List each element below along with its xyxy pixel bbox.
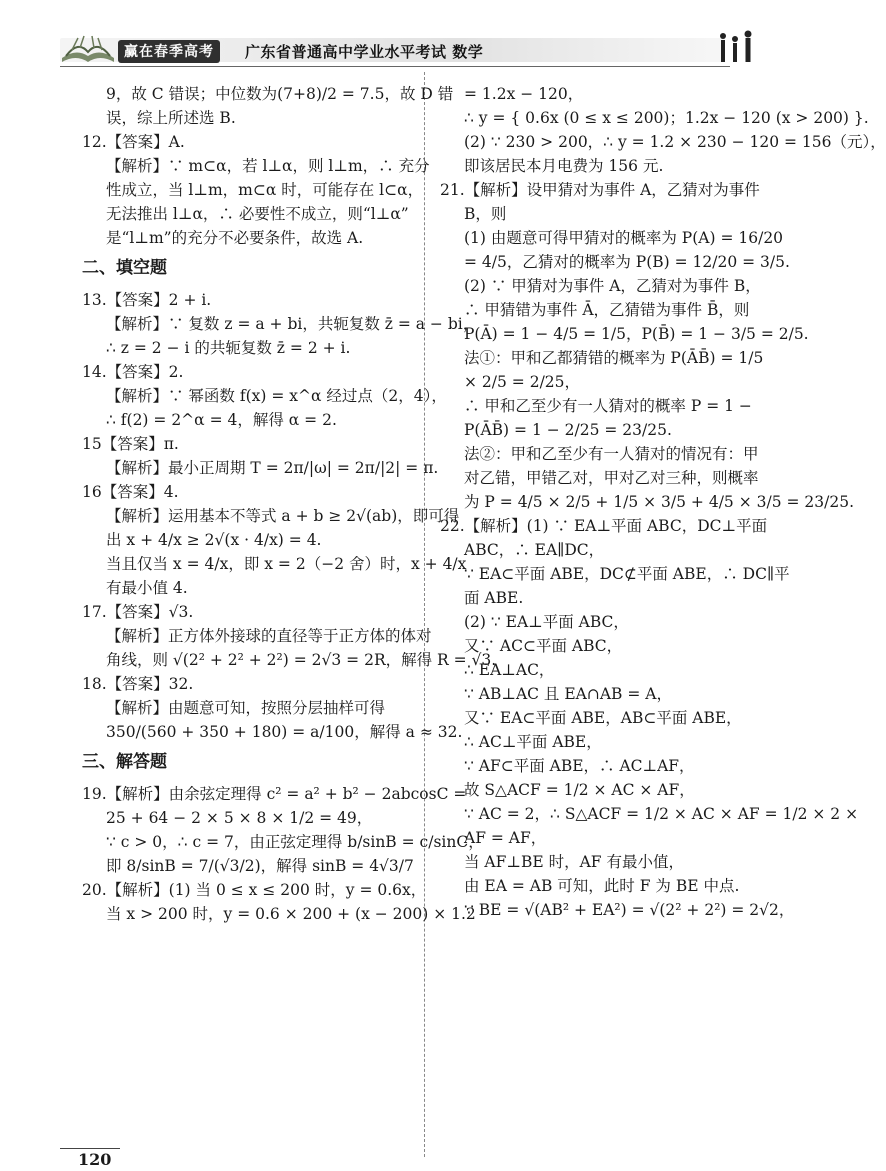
text-line: 当 x > 200 时，y = 0.6 × 200 + (x − 200) × 1.2 xyxy=(106,905,476,923)
text-line: 9，故 C 错误；中位数为(7+8)/2 = 7.5，故 D 错 xyxy=(106,85,454,103)
text-line: AF = AF， xyxy=(464,829,547,847)
answer-line: 16【答案】4. xyxy=(82,483,179,501)
text-line: 面 ABE. xyxy=(464,589,524,607)
text-line: ∴ EA⊥AC， xyxy=(464,661,555,679)
text-line: 误，综上所述选 B. xyxy=(106,109,236,127)
text-line: 当 AF⊥BE 时，AF 有最小值， xyxy=(464,853,684,871)
section-heading: 二、填空题 xyxy=(82,258,167,278)
header-title: 广东省普通高中学业水平考试 数学 xyxy=(245,43,484,61)
text-line: ABC，∴ EA∥DC， xyxy=(464,541,605,559)
page-header xyxy=(0,0,800,72)
answer-line: 14.【答案】2. xyxy=(82,363,184,381)
answer-line: 19.【解析】由余弦定理得 c² = a² + b² − 2abcosC = xyxy=(82,785,467,803)
answer-line: 12.【答案】A. xyxy=(82,133,185,151)
section-heading: 三、解答题 xyxy=(82,752,167,772)
text-line: ∵ AF⊂平面 ABE，∴ AC⊥AF， xyxy=(464,757,695,775)
text-line: 为 P = 4/5 × 2/5 + 1/5 × 3/5 + 4/5 × 3/5 = 23/25. xyxy=(464,493,855,511)
text-line: 350/(560 + 350 + 180) = a/100，解得 a ≈ 32. xyxy=(106,723,463,741)
footer-rule xyxy=(60,1148,120,1149)
text-line: 【解析】∵ 复数 z = a + bi，共轭复数 z̄ = a − bi， xyxy=(106,315,479,333)
answer-line: 17.【答案】√3. xyxy=(82,603,194,621)
text-line: 【解析】由题意可知，按照分层抽样可得 xyxy=(106,699,386,717)
text-line: 法①：甲和乙都猜错的概率为 P(ĀB̄) = 1/5 xyxy=(464,349,764,367)
text-line: 即该居民本月电费为 156 元. xyxy=(464,157,664,175)
text-line: 【解析】运用基本不等式 a + b ≥ 2√(ab)，即可得 xyxy=(106,507,460,525)
text-line: 【解析】∵ 幂函数 f(x) = x^α 经过点（2，4）， xyxy=(106,387,447,405)
text-line: ∴ f(2) = 2^α = 4，解得 α = 2. xyxy=(106,411,337,429)
text-line: 是“l⊥m”的充分不必要条件，故选 A. xyxy=(106,229,364,247)
text-line: 即 8/sinB = 7/(√3/2)，解得 sinB = 4√3/7 xyxy=(106,857,414,875)
text-line: ∵ EA⊂平面 ABE，DC⊄平面 ABE，∴ DC∥平 xyxy=(464,565,790,583)
text-line: 有最小值 4. xyxy=(106,579,188,597)
text-line: (2) ∵ 甲猜对为事件 A，乙猜对为事件 B， xyxy=(464,277,761,295)
column-divider xyxy=(424,72,425,1157)
text-line: 【解析】正方体外接球的直径等于正方体的体对 xyxy=(106,627,432,645)
text-line: P(Ā) = 1 − 4/5 = 1/5，P(B̄) = 1 − 3/5 = 2/5. xyxy=(464,325,809,343)
text-line: ∴ 甲猜错为事件 Ā，乙猜错为事件 B̄，则 xyxy=(464,301,750,319)
page-number: 120 xyxy=(78,1150,112,1169)
text-line: ∴ z = 2 − i 的共轭复数 z̄ = 2 + i. xyxy=(106,339,351,357)
text-line: 角线，则 √(2² + 2² + 2²) = 2√3 = 2R，解得 R = √3. xyxy=(106,651,497,669)
text-line: 法②：甲和乙至少有一人猜对的情况有：甲 xyxy=(464,445,759,463)
right-column xyxy=(440,82,886,922)
text-line: 出 x + 4/x ≥ 2√(x · 4/x) = 4. xyxy=(106,531,322,549)
answer-line: 13.【答案】2 + i. xyxy=(82,291,212,309)
text-line: B，则 xyxy=(464,205,507,223)
answer-line: 20.【解析】(1) 当 0 ≤ x ≤ 200 时，y = 0.6x， xyxy=(82,881,427,899)
text-line: 当且仅当 x = 4/x，即 x = 2（−2 舍）时，x + 4/x xyxy=(106,555,467,573)
text-line: 对乙错，甲错乙对，甲对乙对三种，则概率 xyxy=(464,469,759,487)
text-line: (2) ∵ EA⊥平面 ABC， xyxy=(464,613,629,631)
answer-line: 18.【答案】32. xyxy=(82,675,194,693)
text-line: 又∵ EA⊂平面 ABE，AB⊂平面 ABE， xyxy=(464,709,742,727)
answer-line: 22.【解析】(1) ∵ EA⊥平面 ABC，DC⊥平面 xyxy=(440,517,768,535)
text-line: 25 + 64 − 2 × 5 × 8 × 1/2 = 49， xyxy=(106,809,373,827)
text-line: 无法推出 l⊥α，∴ 必要性不成立，则“l⊥α” xyxy=(106,205,409,223)
text-line: 【解析】最小正周期 T = 2π/|ω| = 2π/|2| = π. xyxy=(106,459,439,477)
open-book-icon xyxy=(58,30,118,66)
text-line: 故 S△ACF = 1/2 × AC × AF， xyxy=(464,781,695,799)
text-line: (1) 由题意可得甲猜对的概率为 P(A) = 16/20 xyxy=(464,229,784,247)
brand-label: 赢在春季高考 xyxy=(118,40,220,63)
text-line: = 1.2x − 120， xyxy=(464,85,584,103)
text-line: ∵ AC = 2，∴ S△ACF = 1/2 × AC × AF = 1/2 × 2 × xyxy=(464,805,859,823)
text-line: × 2/5 = 2/25， xyxy=(464,373,581,391)
text-line: 性成立，当 l⊥m，m⊂α 时，可能存在 l⊂α， xyxy=(106,181,424,199)
text-line: ∴ y = { 0.6x (0 ≤ x ≤ 200)；1.2x − 120 (x > 200) }. xyxy=(464,109,869,127)
answer-line: 15【答案】π. xyxy=(82,435,179,453)
text-line: P(ĀB̄) = 1 − 2/25 = 23/25. xyxy=(464,421,672,439)
text-line: = 4/5，乙猜对的概率为 P(B) = 12/20 = 3/5. xyxy=(464,253,790,271)
text-line: ∵ c > 0，∴ c = 7，由正弦定理得 b/sinB = c/sinC， xyxy=(106,833,484,851)
text-line: 由 EA = AB 可知，此时 F 为 BE 中点. xyxy=(464,877,740,895)
text-line: 又∵ AC⊂平面 ABC， xyxy=(464,637,623,655)
header-rule xyxy=(60,66,730,67)
text-line: ∴ AC⊥平面 ABE， xyxy=(464,733,602,751)
family-silhouette-icon xyxy=(715,28,757,66)
text-line: ∴ 甲和乙至少有一人猜对的概率 P = 1 − xyxy=(464,397,752,415)
answer-line: 21.【解析】设甲猜对为事件 A，乙猜对为事件 xyxy=(440,181,760,199)
text-line: ∵ AB⊥AC 且 EA∩AB = A， xyxy=(464,685,672,703)
text-line: 【解析】∵ m⊂α，若 l⊥α，则 l⊥m，∴ 充分 xyxy=(106,157,430,175)
text-line: ∵ BE = √(AB² + EA²) = √(2² + 2²) = 2√2， xyxy=(464,901,795,919)
text-line: (2) ∵ 230 > 200，∴ y = 1.2 × 230 − 120 = 156（元）， xyxy=(464,133,886,151)
